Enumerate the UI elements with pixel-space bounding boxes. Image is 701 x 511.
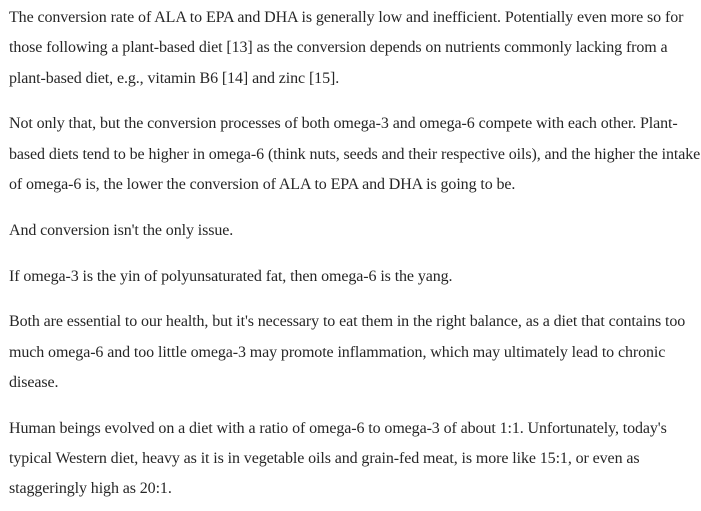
reference-link-14[interactable]: [14] [221, 69, 249, 87]
paragraph-yin-yang: If omega-3 is the yin of polyunsaturated fat, then omega-6 is the yang. [9, 267, 453, 285]
reference-link-15[interactable]: [15] [308, 69, 336, 87]
paragraph-text: . [335, 69, 340, 87]
paragraph-ratio: Human beings evolved on a diet with a ratio of omega-6 to omega-3 of about 1:1. Unfortunately, today's typical Western diet, heavy as it is in vegetable oils and grain-fed meat, is more like 15:1, or even as staggeringly high as 20:1. [9, 419, 667, 498]
paragraph-conversion-rate [9, 3, 701, 94]
paragraph-not-only-issue: And conversion isn't the only issue. [9, 221, 234, 239]
paragraph-text: The conversion rate of ALA to EPA and DHA is generally low and inefficient. Potentially even more so for those following a plant-based diet [9, 9, 684, 57]
paragraph-balance: Both are essential to our health, but it's necessary to eat them in the right balance, as a diet that contains too much omega-6 and too little omega-3 may promote inflammation, which may ultimately lead to chronic disease. [9, 313, 686, 391]
paragraph-text: and zinc [248, 69, 309, 87]
reference-link-13[interactable]: [13] [226, 39, 253, 57]
paragraph-competition: Not only that, but the conversion processes of both omega-3 and omega-6 compete with each other. Plant-based diets tend to be higher in omega-6 (think nuts, seeds and their respective oils), and the higher the intake of omega-6 is, the lower the conversion of ALA to EPA and DHA is going to be. [9, 115, 701, 193]
paragraph-text: as the conversion depends on nutrients commonly lacking from a plant-based diet, e.g., vitamin B6 [9, 39, 668, 87]
